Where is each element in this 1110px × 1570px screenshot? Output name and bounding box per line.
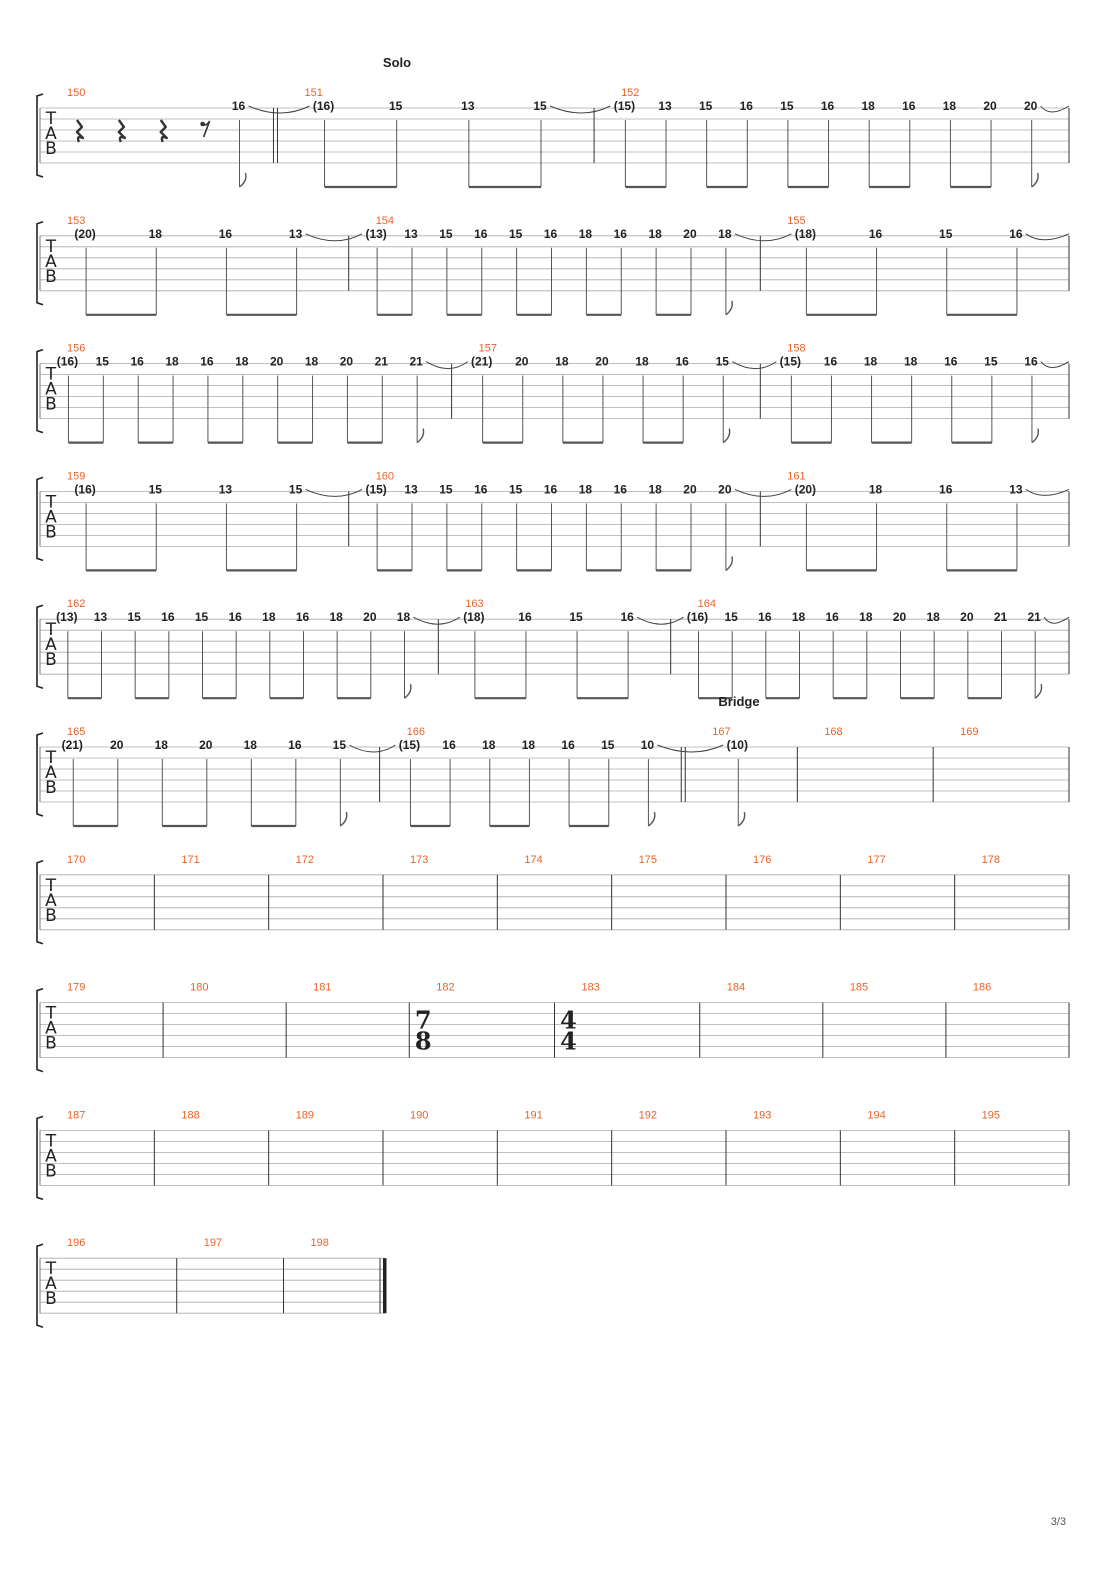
tab-system <box>37 470 1069 570</box>
measure-number: 181 <box>313 981 332 994</box>
tab-clef-letter: T <box>45 748 57 768</box>
fret-number: 16 <box>613 226 627 241</box>
tie-arc <box>1026 489 1069 495</box>
section-label: Bridge <box>718 694 760 709</box>
tab-clef-letter: B <box>45 522 57 543</box>
fret-number: 20 <box>892 610 907 625</box>
fret-number: 15 <box>780 99 794 113</box>
tab-clef-letter: T <box>45 109 57 129</box>
fret-number: (13) <box>365 226 387 241</box>
measure-number: 182 <box>436 981 455 994</box>
tie-arc <box>306 234 363 241</box>
tie-arc <box>657 745 723 752</box>
fret-number: 20 <box>960 610 974 625</box>
measure-number: 175 <box>638 853 658 866</box>
fret-number: 16 <box>823 354 838 369</box>
fret-number: 16 <box>825 610 839 625</box>
fret-number: 21 <box>1027 610 1041 625</box>
fret-number: (16) <box>312 99 335 113</box>
fret-number: 20 <box>718 482 732 497</box>
section-label: Solo <box>382 55 412 70</box>
tie-arc <box>413 617 459 624</box>
tab-clef-letter: T <box>45 875 57 896</box>
fret-number: 15 <box>288 482 303 497</box>
measure-number: 187 <box>67 1109 86 1122</box>
measure-number: 162 <box>67 598 86 611</box>
tab-clef-letter: A <box>45 507 57 528</box>
tab-system <box>37 854 1069 944</box>
tie-arc <box>735 489 792 496</box>
measure-number: 178 <box>981 853 1001 866</box>
time-signature-numerator: 7 <box>414 1005 432 1035</box>
fret-number: 16 <box>613 482 627 497</box>
note-flag <box>726 556 732 570</box>
fret-number: 18 <box>243 738 257 752</box>
measure-number: 165 <box>67 726 86 738</box>
note-flag <box>1035 684 1041 698</box>
time-signature-denominator: 8 <box>414 1026 432 1056</box>
tab-clef-letter: T <box>45 364 57 385</box>
fret-number: 15 <box>148 482 162 497</box>
fret-number: 18 <box>926 610 940 625</box>
fret-number: 13 <box>404 482 418 497</box>
measure-161 <box>735 470 1069 570</box>
fret-number: (15) <box>779 354 802 369</box>
fret-number: (15) <box>365 482 387 497</box>
tab-clef-letter: A <box>45 1274 57 1295</box>
tab-system <box>37 598 1069 698</box>
tie-arc <box>732 362 776 369</box>
tab-clef-letter: B <box>45 1161 57 1182</box>
fret-number: 15 <box>533 99 547 113</box>
fret-number: 20 <box>1024 99 1038 113</box>
measure-number: 196 <box>67 1237 86 1250</box>
fret-number: 16 <box>902 99 916 113</box>
measure-number: 150 <box>67 87 86 99</box>
fret-number: 15 <box>439 482 453 497</box>
measure-167 <box>657 726 797 826</box>
measure-number: 170 <box>67 853 86 866</box>
note-flag <box>648 812 654 826</box>
fret-number: 16 <box>620 610 634 625</box>
fret-number: 18 <box>648 226 662 241</box>
fret-number: 18 <box>555 354 569 369</box>
measure-number: 169 <box>960 726 979 738</box>
fret-number: 13 <box>461 99 475 113</box>
fret-number: (21) <box>470 354 493 369</box>
fret-number: 18 <box>903 354 918 369</box>
fret-number: 15 <box>332 738 347 752</box>
fret-number: 18 <box>329 610 343 625</box>
fret-number: 15 <box>724 610 738 625</box>
fret-number: 21 <box>374 354 388 369</box>
measure-number: 152 <box>621 87 640 99</box>
fret-number: 16 <box>868 226 883 241</box>
fret-number: 15 <box>715 354 729 369</box>
tab-clef-letter: T <box>45 492 57 513</box>
fret-number: 18 <box>578 482 593 497</box>
tie-arc <box>1044 617 1069 623</box>
fret-number: 16 <box>518 610 532 625</box>
fret-number: 21 <box>993 610 1008 625</box>
time-signature <box>560 1006 577 1056</box>
fret-number: (16) <box>56 354 79 369</box>
quarter-rest-icon <box>119 120 125 142</box>
measure-number: 189 <box>295 1109 315 1122</box>
fret-number: 13 <box>404 226 418 241</box>
quarter-rest-icon <box>161 120 167 142</box>
fret-number: 20 <box>339 354 354 369</box>
tab-system <box>37 982 1069 1072</box>
measure-154 <box>306 215 761 315</box>
fret-number: 18 <box>235 354 249 369</box>
note-flag <box>726 301 732 315</box>
tab-clef-letter: A <box>45 379 57 400</box>
measure-166 <box>349 726 685 826</box>
measure-number: 151 <box>304 87 323 99</box>
tab-clef-letter: B <box>45 1289 57 1310</box>
fret-number: 16 <box>442 738 456 752</box>
measure-number: 179 <box>67 981 86 994</box>
fret-number: 15 <box>569 610 583 625</box>
measure-number: 168 <box>824 726 843 738</box>
measure-155 <box>735 215 1069 315</box>
time-signature <box>415 1006 432 1056</box>
fret-number: 16 <box>939 482 953 497</box>
fret-number: 15 <box>508 226 523 241</box>
fret-number: 18 <box>859 610 873 625</box>
measure-number: 153 <box>67 214 86 227</box>
tab-clef-letter: A <box>45 1018 57 1039</box>
tie-arc <box>349 745 395 752</box>
measure-number: 159 <box>67 470 86 483</box>
fret-number: 15 <box>127 610 141 625</box>
fret-number: (20) <box>74 226 96 241</box>
fret-number: 18 <box>861 99 875 113</box>
tie-arc <box>1041 106 1069 112</box>
note-flag <box>1032 429 1038 443</box>
fret-number: 16 <box>474 482 488 497</box>
measure-156 <box>57 343 452 443</box>
quarter-rest-icon <box>77 120 83 142</box>
note-flag <box>1032 173 1038 187</box>
fret-number: 10 <box>640 738 655 752</box>
fret-number: 16 <box>295 610 310 625</box>
fret-number: (18) <box>794 226 817 241</box>
fret-number: 20 <box>515 354 529 369</box>
tie-arc <box>306 489 363 496</box>
fret-number: 18 <box>718 226 732 241</box>
note-flag <box>723 429 729 443</box>
tab-system <box>37 215 1069 315</box>
fret-number: (16) <box>686 610 709 625</box>
measure-number: 198 <box>310 1237 329 1250</box>
tab-clef-letter: T <box>45 1003 57 1024</box>
fret-number: 15 <box>194 610 209 625</box>
fret-number: 16 <box>675 354 689 369</box>
fret-number: 13 <box>93 610 108 625</box>
note-flag <box>340 812 346 826</box>
measure-number: 191 <box>524 1109 543 1122</box>
measure-number: 194 <box>867 1109 886 1122</box>
fret-number: 18 <box>482 738 496 752</box>
page-number: 3/3 <box>1050 1516 1066 1528</box>
fret-number: 20 <box>269 354 284 369</box>
fret-number: (15) <box>613 99 636 113</box>
fret-number: 16 <box>944 354 958 369</box>
fret-number: 16 <box>161 610 175 625</box>
measure-number: 158 <box>787 342 806 355</box>
fret-number: 18 <box>154 738 168 752</box>
fret-number: 18 <box>148 226 162 241</box>
measure-number: 166 <box>406 726 425 738</box>
tab-clef-letter: T <box>45 1259 57 1280</box>
fret-number: 15 <box>984 354 998 369</box>
tab-system <box>37 694 1069 826</box>
fret-number: 18 <box>396 610 411 625</box>
tab-clef-letter: B <box>45 650 57 671</box>
measure-159 <box>67 470 349 570</box>
fret-number: 13 <box>1009 482 1023 497</box>
fret-number: 15 <box>95 354 109 369</box>
fret-number: 18 <box>165 354 179 369</box>
measure-162 <box>56 598 438 698</box>
fret-number: 16 <box>474 226 488 241</box>
fret-number: 20 <box>683 482 697 497</box>
fret-number: 18 <box>868 482 883 497</box>
final-thick-barline <box>383 1258 387 1313</box>
measure-number: 185 <box>849 981 869 994</box>
tab-clef-letter: B <box>45 394 57 415</box>
measure-152 <box>550 87 1069 187</box>
measure-number: 157 <box>478 342 497 355</box>
fret-number: 16 <box>543 226 558 241</box>
measure-number: 164 <box>697 598 717 611</box>
fret-number: 18 <box>942 99 957 113</box>
measure-160 <box>306 470 761 570</box>
fret-number: 16 <box>561 738 575 752</box>
fret-number: 16 <box>218 226 233 241</box>
fret-number: (15) <box>398 738 421 752</box>
fret-number: 16 <box>543 482 558 497</box>
tab-clef-letter: T <box>45 1131 57 1152</box>
fret-number: (20) <box>794 482 817 497</box>
tie-arc <box>249 106 310 113</box>
fret-number: 16 <box>758 610 772 625</box>
fret-number: 16 <box>1024 354 1038 369</box>
time-signature-numerator: 4 <box>560 1005 577 1035</box>
fret-number: 13 <box>288 226 303 241</box>
measure-158 <box>732 343 1069 443</box>
measure-150 <box>67 87 277 187</box>
fret-number: 16 <box>200 354 214 369</box>
tab-system <box>37 55 1069 187</box>
fret-number: (10) <box>726 738 748 752</box>
measure-number: 172 <box>295 853 315 866</box>
tab-clef-letter: B <box>45 1033 57 1054</box>
fret-number: 18 <box>578 226 593 241</box>
fret-number: 18 <box>304 354 319 369</box>
measure-number: 163 <box>465 598 484 611</box>
measure-number: 190 <box>410 1109 429 1122</box>
fret-number: 20 <box>110 738 124 752</box>
tie-arc <box>1041 362 1069 368</box>
tie-arc <box>550 106 610 113</box>
fret-number: 15 <box>939 226 953 241</box>
tab-clef-letter: T <box>45 620 57 641</box>
fret-number: 18 <box>648 482 662 497</box>
measure-number: 192 <box>638 1109 658 1122</box>
tab-system <box>37 1237 387 1327</box>
measure-number: 193 <box>753 1109 772 1122</box>
note-flag <box>404 684 410 698</box>
fret-number: 16 <box>228 610 242 625</box>
fret-number: (16) <box>74 482 96 497</box>
measure-number: 156 <box>67 342 86 355</box>
time-signature-denominator: 4 <box>560 1026 577 1056</box>
tab-clef-letter: A <box>45 251 57 272</box>
tab-clef-letter: A <box>45 1146 57 1167</box>
tab-clef-letter: A <box>45 124 57 144</box>
tab-clef-letter: B <box>45 139 57 159</box>
fret-number: 18 <box>635 354 649 369</box>
fret-number: 15 <box>508 482 523 497</box>
fret-number: (13) <box>56 610 78 625</box>
measure-number: 167 <box>712 726 731 738</box>
measure-163 <box>413 598 670 698</box>
tab-clef-letter: A <box>45 635 57 656</box>
fret-number: 16 <box>739 99 753 113</box>
fret-number: 16 <box>1009 226 1023 241</box>
tab-system <box>37 343 1069 443</box>
fret-number: 16 <box>130 354 144 369</box>
fret-number: 13 <box>218 482 233 497</box>
fret-number: 20 <box>363 610 377 625</box>
measure-number: 171 <box>181 853 200 866</box>
measure-number: 155 <box>787 214 806 227</box>
measure-number: 195 <box>981 1109 1001 1122</box>
measure-number: 186 <box>972 981 992 994</box>
fret-number: 16 <box>231 99 246 113</box>
fret-number: 18 <box>262 610 276 625</box>
fret-number: 16 <box>288 738 302 752</box>
measure-number: 154 <box>375 214 395 227</box>
fret-number: 16 <box>820 99 835 113</box>
measure-number: 161 <box>787 470 806 483</box>
tab-clef-letter: B <box>45 905 57 926</box>
tab-system <box>37 1109 1069 1199</box>
fret-number: 21 <box>409 354 423 369</box>
tie-arc <box>426 362 467 369</box>
measure-157 <box>426 343 760 443</box>
fret-number: 15 <box>439 226 453 241</box>
measure-number: 180 <box>190 981 209 994</box>
fret-number: 20 <box>983 99 997 113</box>
tab-clef-letter: A <box>45 890 57 911</box>
measure-number: 176 <box>753 853 772 866</box>
measure-number: 177 <box>867 853 886 866</box>
tie-arc <box>735 234 792 241</box>
measure-number: 160 <box>375 470 395 483</box>
fret-number: 15 <box>698 99 713 113</box>
measure-164 <box>637 598 1069 698</box>
measure-165 <box>62 726 380 826</box>
fret-number: 18 <box>863 354 878 369</box>
measure-number: 188 <box>181 1109 200 1122</box>
fret-number: (21) <box>61 738 83 752</box>
tab-clef-letter: B <box>45 778 57 798</box>
tab-clef-letter: T <box>45 236 57 257</box>
tie-arc <box>1026 234 1069 240</box>
tab-clef-letter: A <box>45 763 57 783</box>
measure-151 <box>249 87 595 187</box>
fret-number: 20 <box>683 226 697 241</box>
note-flag <box>240 173 246 187</box>
tab-clef-letter: B <box>45 266 57 287</box>
measure-153 <box>67 215 349 315</box>
fret-number: 20 <box>595 354 609 369</box>
note-flag <box>738 812 744 826</box>
fret-number: 15 <box>389 99 403 113</box>
measure-number: 197 <box>203 1237 223 1250</box>
fret-number: 13 <box>658 99 672 113</box>
fret-number: 18 <box>521 738 536 752</box>
fret-number: 15 <box>601 738 615 752</box>
fret-number: 18 <box>791 610 806 625</box>
note-flag <box>417 429 423 443</box>
measure-number: 174 <box>524 853 543 866</box>
measure-number: 173 <box>410 853 429 866</box>
fret-number: 20 <box>199 738 213 752</box>
fret-number: (18) <box>463 610 485 625</box>
tie-arc <box>637 617 683 624</box>
eighth-rest-icon <box>200 121 209 137</box>
measure-number: 183 <box>581 981 600 994</box>
measure-number: 184 <box>726 981 746 994</box>
